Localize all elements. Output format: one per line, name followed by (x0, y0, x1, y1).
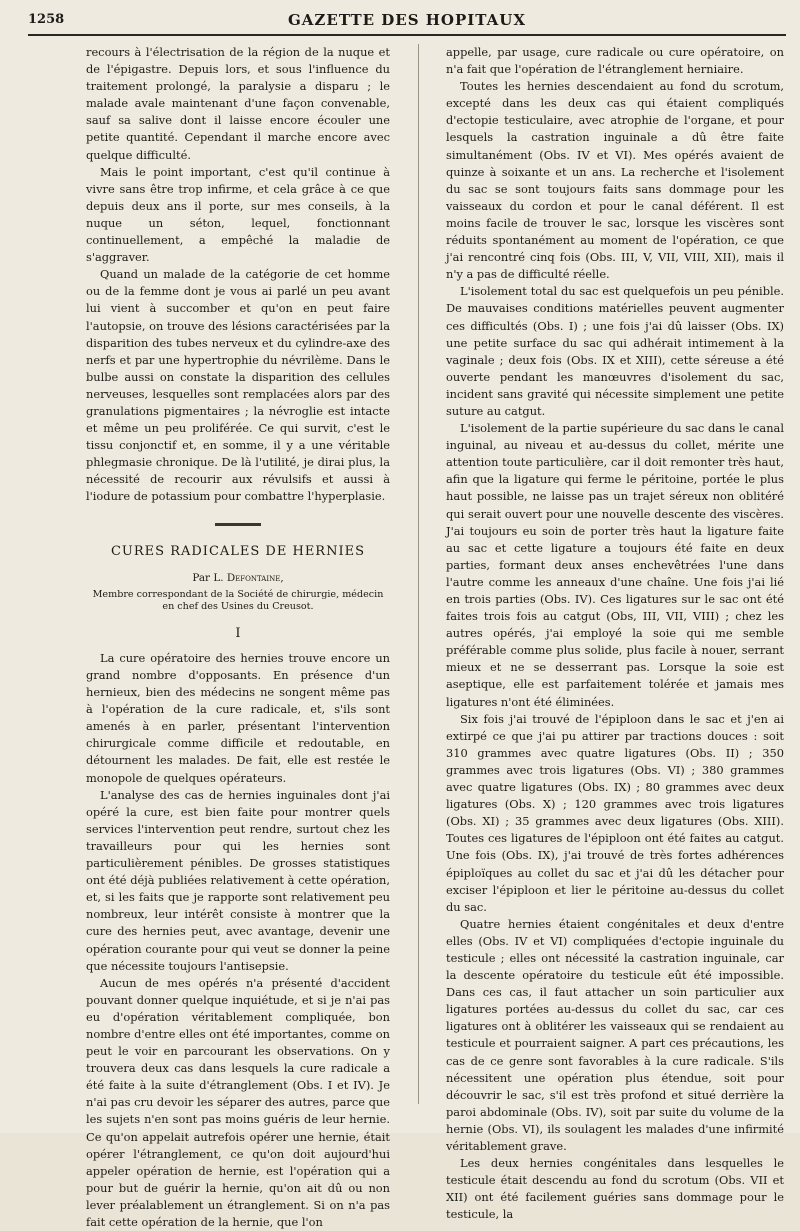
paragraph: Les deux hernies congénitales dans lesquelles le testicule était descendu au fond du scrotum (Obs. VII et XII) ont été facilement guéries sans dommage pour le testicule, la (446, 1156, 784, 1222)
paragraph: L'analyse des cas de hernies inguinales dont j'ai opéré la cure, est bien faite pour montrer quels services l'intervention peut rendre, surtout chez les travailleurs pour qui les hernies sont particulièrement pénibles. De grosses statistiques ont été déjà publiées relativement à cette opération, et, si les faits que je rapporte sont relativement peu nombreux, leur intérêt consiste à montrer que la cure des hernies peut, avec avantage, devenir une opération courante pour qui veut se donner la peine que nécessite toujours l'antisepsie. (86, 787, 390, 973)
right-column (446, 44, 784, 1223)
author-name: Defontaine, (226, 571, 284, 584)
paragraph: La cure opératoire des hernies trouve encore un grand nombre d'opposants. En présence d'un hernieux, bien des médecins ne songent même pas à l'opération de la cure radicale, et, s'ils sont amenés à en parler, présentant l'intervention chirurgicale comme difficile et redoutable, en détournent les malades. De fait, elle est restée le monopole de quelques opérateurs. (86, 650, 390, 785)
section-title: CURES RADICALES DE HERNIES (110, 543, 365, 559)
journal-title: GAZETTE DES HOPITAUX (287, 11, 526, 29)
paragraph: Quand un malade de la catégorie de cet homme ou de la femme dont je vous ai parlé un peu avant lui vient à succomber et qu'on en peut faire l'autopsie, on trouve des lésions caractérisées par la disparition des tubes nerveux et du cylindre-axe des nerfs et par une hypertrophie du névrilème. Dans le bulbe aussi on constate la disparition des cellules nerveuses, lesquelles sont remplacées alors par des granulations pigmentaires ; la névroglie est intacte et même un peu proliférée. Ce qui survit, c'est le tissu conjonctif et, en somme, il y a une véritable phlegmasie chronique. De là l'utilité, je dirai plus, la nécessité de recourir aux révulsifs et aussi à l'iodure de potassium pour combattre l'hyperplasie. (86, 267, 390, 504)
part-number: I (235, 625, 241, 641)
author-affiliation: Membre correspondant de la Société de chirurgie, médecin en chef des Usines du Creusot. (92, 588, 384, 612)
paragraph: L'isolement total du sac est quelquefois un peu pénible. De mauvaises conditions matérielles peuvent augmenter ces difficultés (Obs. I) ; une fois j'ai dû laisser (Obs. IX) une petite surface du sac qui adhérait intimement à la vaginale ; deux fois (Obs. IX et XIII), cette séreuse a été ouverte pendant les manœuvres d'isolement du sac, incident sans gravité qui nécessite simplement une petite suture au catgut. (446, 284, 784, 418)
byline-prefix: Par L. (192, 571, 224, 584)
page-number: 1258 (28, 12, 65, 27)
paragraph: Quatre hernies étaient congénitales et deux d'entre elles (Obs. IV et VI) compliquées d'ectopie inguinale du testicule ; elles ont nécessité la castration inguinale, car la descente opératoire du testicule eût été impossible. Dans ces cas, il faut attacher un soin particulier aux ligatures portées au-dessus du collet du sac, car ces ligatures ont à oblitérer les vaisseaux qui se rendaient au testicule et pourraient saigner. A part ces précautions, les cas de ce genre sont favorables à la cure radicale. S'ils nécessitent une opération plus étendue, soit pour découvrir le sac, s'il est très profond et situé derrière la paroi abdominale (Obs. IV), soit par suite du volume de la hernie (Obs. VI), ils soulagent les malades d'une infirmité véritablement grave. (446, 916, 784, 1153)
paragraph: L'isolement de la partie supérieure du sac dans le canal inguinal, au niveau et au-dessus du collet, mérite une attention toute particulière, car il doit remonter très haut, afin que la ligature qui ferme le péritoine, portée le plus haut possible, ne laisse pas un trajet séreux non oblitéré qui serait ouvert pour une nouvelle descente des viscères. J'ai toujours eu soin de porter très haut la ligature faite au sac et cette ligature a toujours été faite en deux parties, formant deux anses enchevêtrées l'une dans l'autre comme les anneaux d'une chaîne. Une fois j'ai lié en trois parties (Obs. IV). Ces ligatures sur le sac ont été faites trois fois au catgut (Obs, III, VII, VIII) ; chez les autres opérés, j'ai employé la soie qui me semble préférable comme plus solide, plus facile à nouer, serrant mieux et ne se desserrant pas. Lorsque la soie est aseptique, elle est parfaitement tolérée et jamais mes ligatures n'ont été éliminées. (446, 421, 784, 709)
paragraph: Six fois j'ai trouvé de l'épiploon dans le sac et j'en ai extirpé ce que j'ai pu attirer par tractions douces : soit 310 grammes avec quatre ligatures (Obs. II) ; 350 grammes avec trois ligatures (Obs. VI) ; 380 grammes avec quatre ligatures (Obs. IX) ; 80 grammes avec deux ligatures (Obs. X) ; 120 grammes avec trois ligatures (Obs. XI) ; 35 grammes avec deux ligatures (Obs. XIII). Toutes ces ligatures de l'épiploon ont été faites au catgut. Une fois (Obs. IX), j'ai trouvé de très fortes adhérences épiploïques au collet du sac et j'ai dû les détacher pour exciser l'épiploon et lier le péritoine au-dessus du collet du sac. (446, 711, 784, 914)
left-column (86, 44, 390, 1231)
byline (86, 570, 390, 587)
paragraph: recours à l'électrisation de la région de la nuque et de l'épigastre. Depuis lors, et sous l'influence du traitement prolongé, la paralysie a disparu ; le malade avale maintenant d'une façon convenable, sauf sa salive dont il laisse encore écouler une petite quantité. Cependant il marche encore avec quelque difficulté. (86, 45, 390, 162)
column-rule (418, 44, 419, 1104)
page-header (28, 8, 786, 36)
paragraph: Mais le point important, c'est qu'il continue à vivre sans être trop infirme, et cela grâce à ce que depuis deux ans il porte, sur mes conseils, à la nuque un séton, lequel, fonctionnant continuellement, a empêché la maladie de s'aggraver. (86, 164, 390, 265)
paragraph: Toutes les hernies descendaient au fond du scrotum, excepté dans les deux cas qui étaient compliqués d'ectopie testiculaire, avec atrophie de l'organe, et pour lesquels la castration inguinale a dû être faite simultanément (Obs. IV et VI). Mes opérés avaient de quinze à soixante et un ans. La recherche et l'isolement du sac se sont toujours faits sans dommage pour les vaisseaux du cordon et pour le canal déférent. Il est moins facile de trouver le sac, lorsque les viscères sont réduits spontanément au moment de l'opération, ce que j'ai rencontré cinq fois (Obs. III, V, VII, VIII, XII), mais il n'y a pas de difficulté réelle. (446, 79, 784, 282)
section-divider (86, 514, 390, 531)
paragraph: Aucun de mes opérés n'a présenté d'accident pouvant donner quelque inquiétude, et si je n'ai pas eu d'opération véritablement compliquée, bon nombre d'entre elles ont été importantes, comme on peut le voir en parcourant les observations. On y trouvera deux cas dans lesquels la cure radicale a été faite à la suite d'étranglement (Obs. I et IV). Je n'ai pas cru devoir les séparer des autres, parce que les sujets n'en sont pas moins guéris de leur hernie. Ce qu'on appelait autrefois opérer une hernie, était opérer l'étranglement, ce qu'on doit aujourd'hui appeler opération de hernie, est l'opération qui a pour but de guérir la hernie, qu'on ait dû ou non lever préalablement un étranglement. Si on n'a pas fait cette opération de la hernie, que l'on (86, 975, 390, 1229)
paragraph: appelle, par usage, cure radicale ou cure opératoire, on n'a fait que l'opération de l'étranglement herniaire. (446, 45, 784, 77)
